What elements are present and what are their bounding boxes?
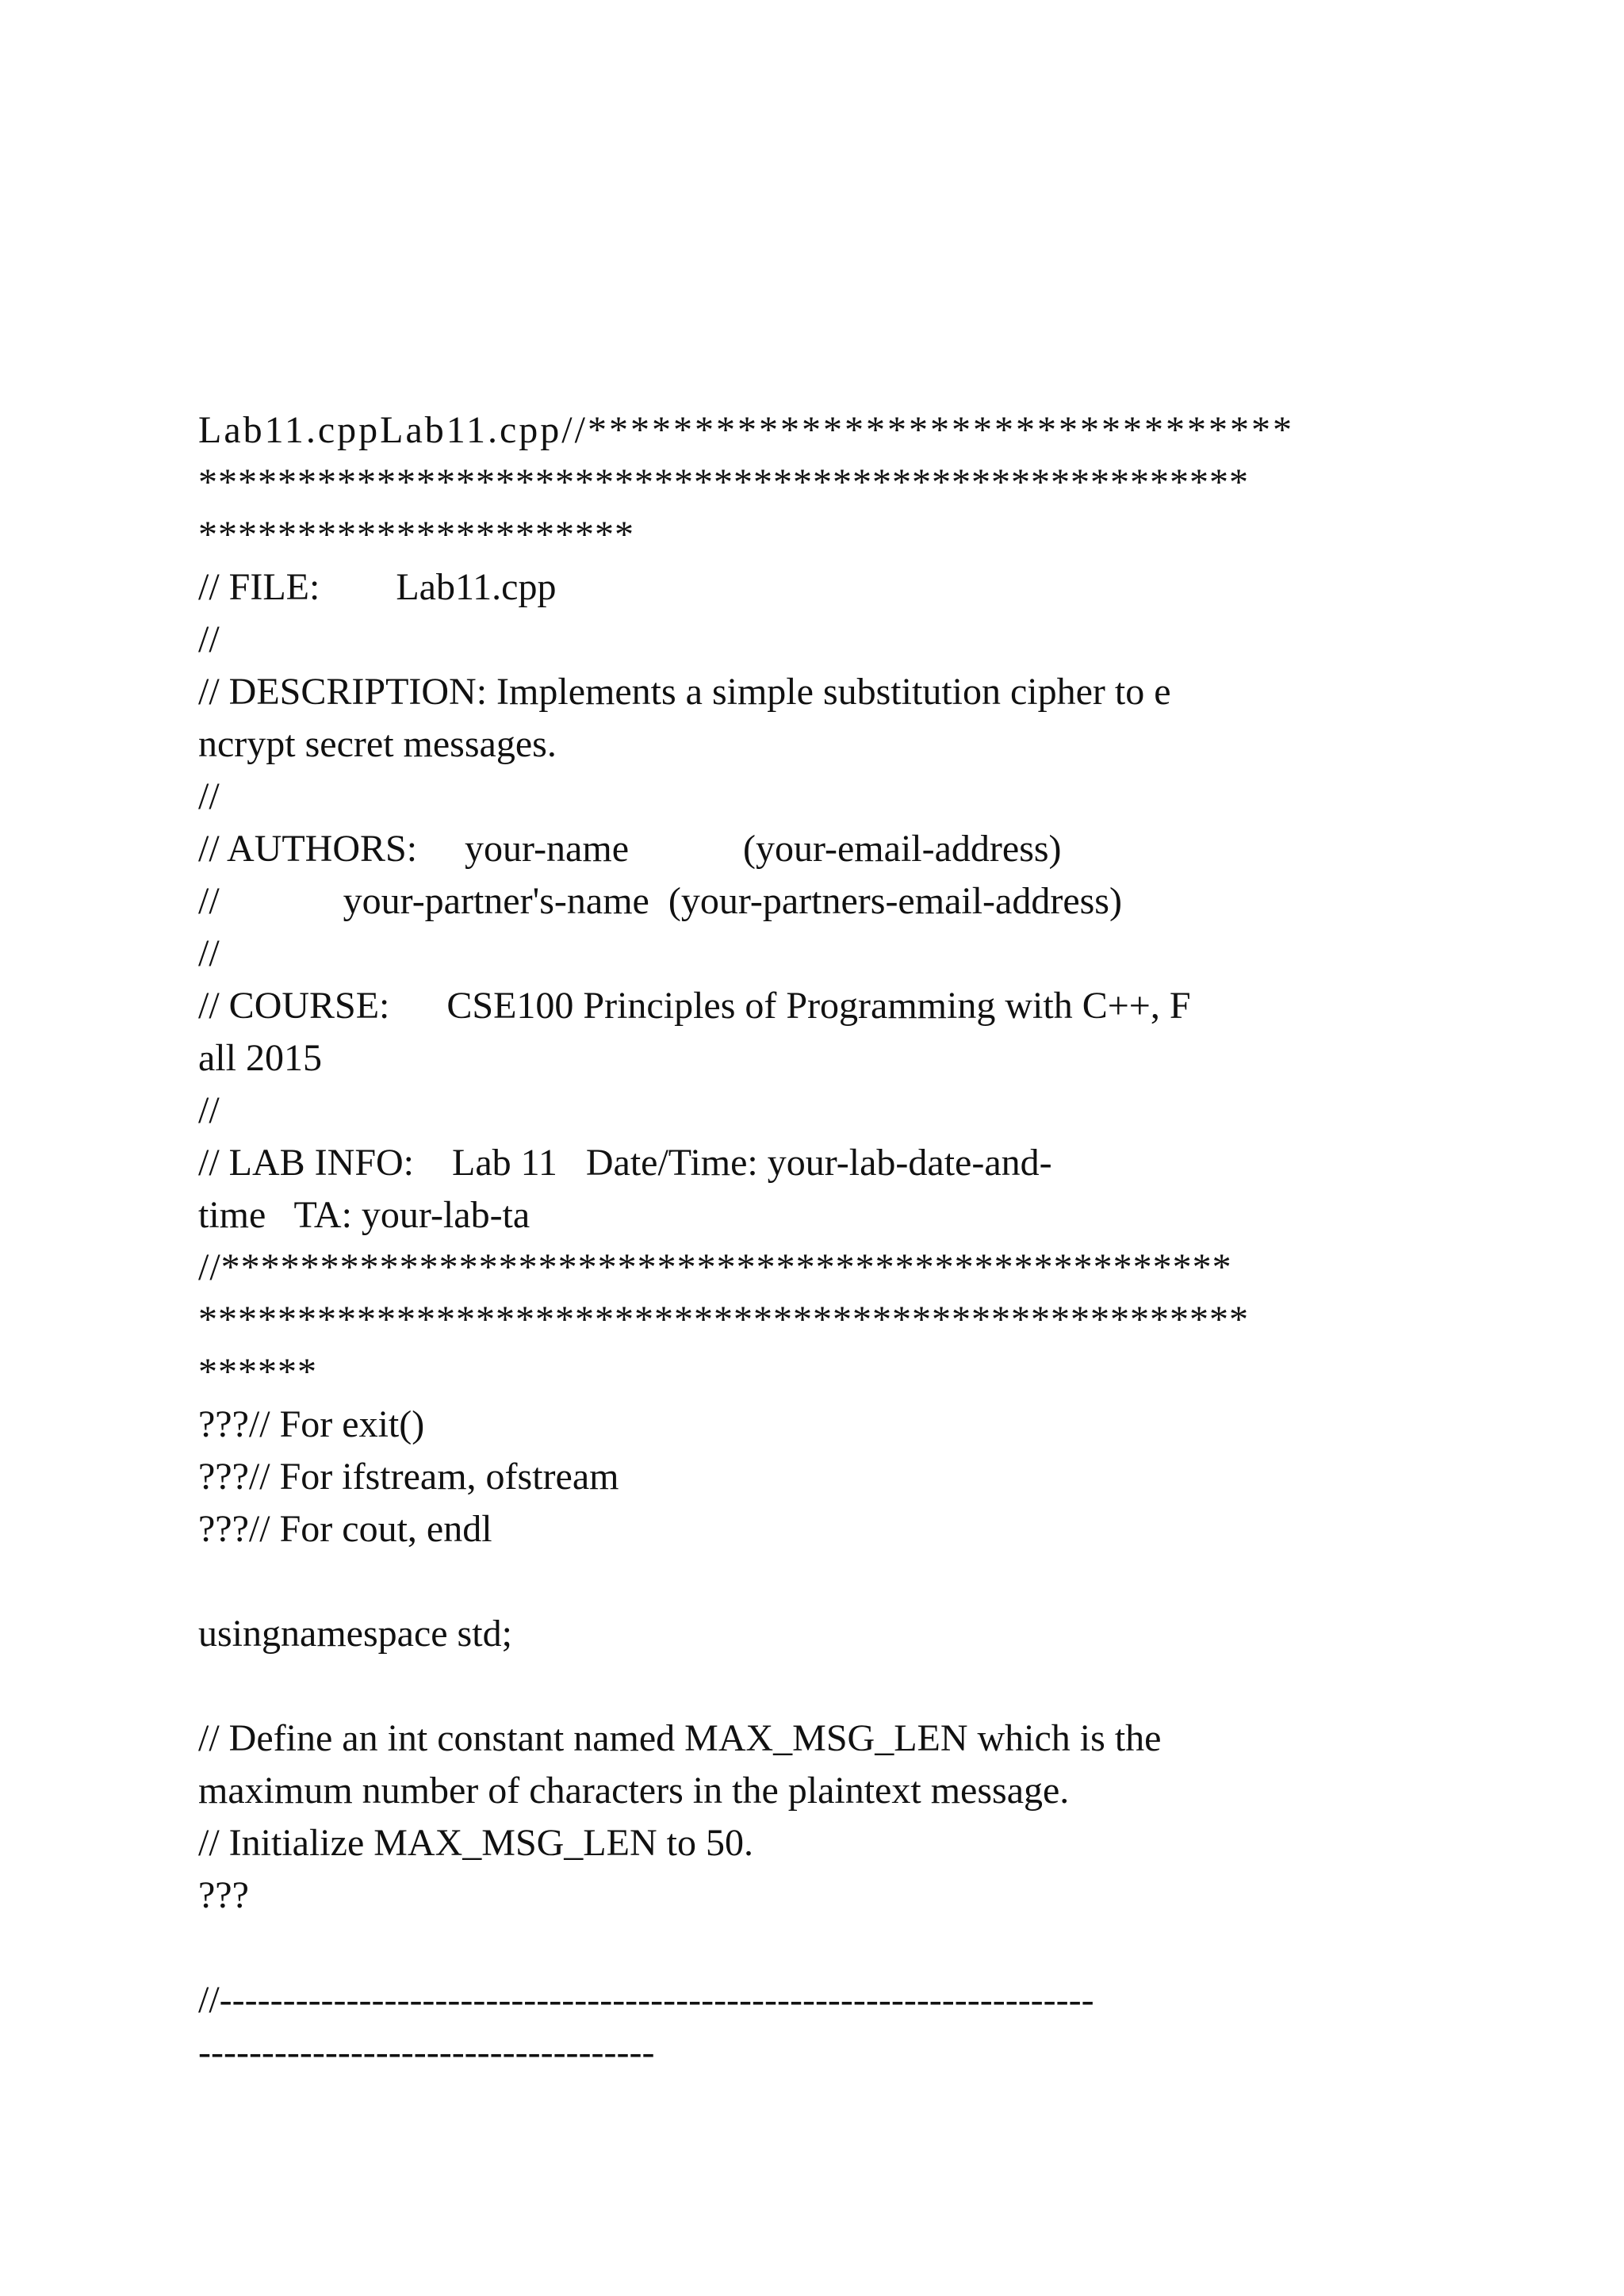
constant-comment-line-3: // Initialize MAX_MSG_LEN to 50. bbox=[198, 1822, 753, 1864]
lab-info-line-1: // LAB INFO: Lab 11 Date/Time: your-lab-date-and- bbox=[198, 1142, 1052, 1184]
header-rule-line-2: ***************************************************** bbox=[198, 461, 1249, 503]
document-body bbox=[198, 404, 1530, 2079]
authors-line-1: // AUTHORS: your-name (your-email-address) bbox=[198, 828, 1062, 870]
description-line-1: // DESCRIPTION: Implements a simple substitution cipher to e bbox=[198, 671, 1171, 713]
header-line-1: Lab11.cppLab11.cpp//********************************* bbox=[198, 409, 1294, 451]
using-namespace-line: usingnamespace std; bbox=[198, 1613, 512, 1655]
constant-placeholder-line: ??? bbox=[198, 1874, 249, 1916]
footer-rule-line-1: //*************************************************** bbox=[198, 1246, 1232, 1288]
separator-line-1: //--------------------------------------------------------------------- bbox=[198, 1979, 1094, 2021]
include-line-exit: ???// For exit() bbox=[198, 1403, 425, 1445]
footer-rule-line-2: ***************************************************** bbox=[198, 1299, 1249, 1341]
header-rule-line-3: ********************** bbox=[198, 514, 634, 556]
course-line-1: // COURSE: CSE100 Principles of Programming with C++, F bbox=[198, 985, 1191, 1027]
blank-line-1 bbox=[198, 1556, 1530, 1608]
course-line-2: all 2015 bbox=[198, 1037, 322, 1079]
constant-comment-line-1: // Define an int constant named MAX_MSG_LEN which is the bbox=[198, 1717, 1162, 1759]
description-line-2: ncrypt secret messages. bbox=[198, 723, 557, 765]
comment-blank-line-4: // bbox=[198, 1089, 220, 1131]
separator-line-2: ------------------------------------ bbox=[198, 2031, 655, 2073]
constant-comment-line-2: maximum number of characters in the plaintext message. bbox=[198, 1770, 1070, 1812]
file-line: // FILE: Lab11.cpp bbox=[198, 566, 557, 608]
lab-info-line-2: time TA: your-lab-ta bbox=[198, 1194, 530, 1236]
blank-line-3 bbox=[198, 1922, 1530, 1974]
comment-blank-line-1: // bbox=[198, 618, 220, 660]
comment-blank-line-2: // bbox=[198, 775, 220, 817]
include-line-fstream: ???// For ifstream, ofstream bbox=[198, 1456, 619, 1498]
blank-line-2 bbox=[198, 1660, 1530, 1712]
footer-rule-line-3: ****** bbox=[198, 1351, 317, 1393]
authors-line-2: // your-partner's-name (your-partners-email-address) bbox=[198, 880, 1122, 922]
comment-blank-line-3: // bbox=[198, 932, 220, 974]
include-line-iostream: ???// For cout, endl bbox=[198, 1508, 492, 1550]
